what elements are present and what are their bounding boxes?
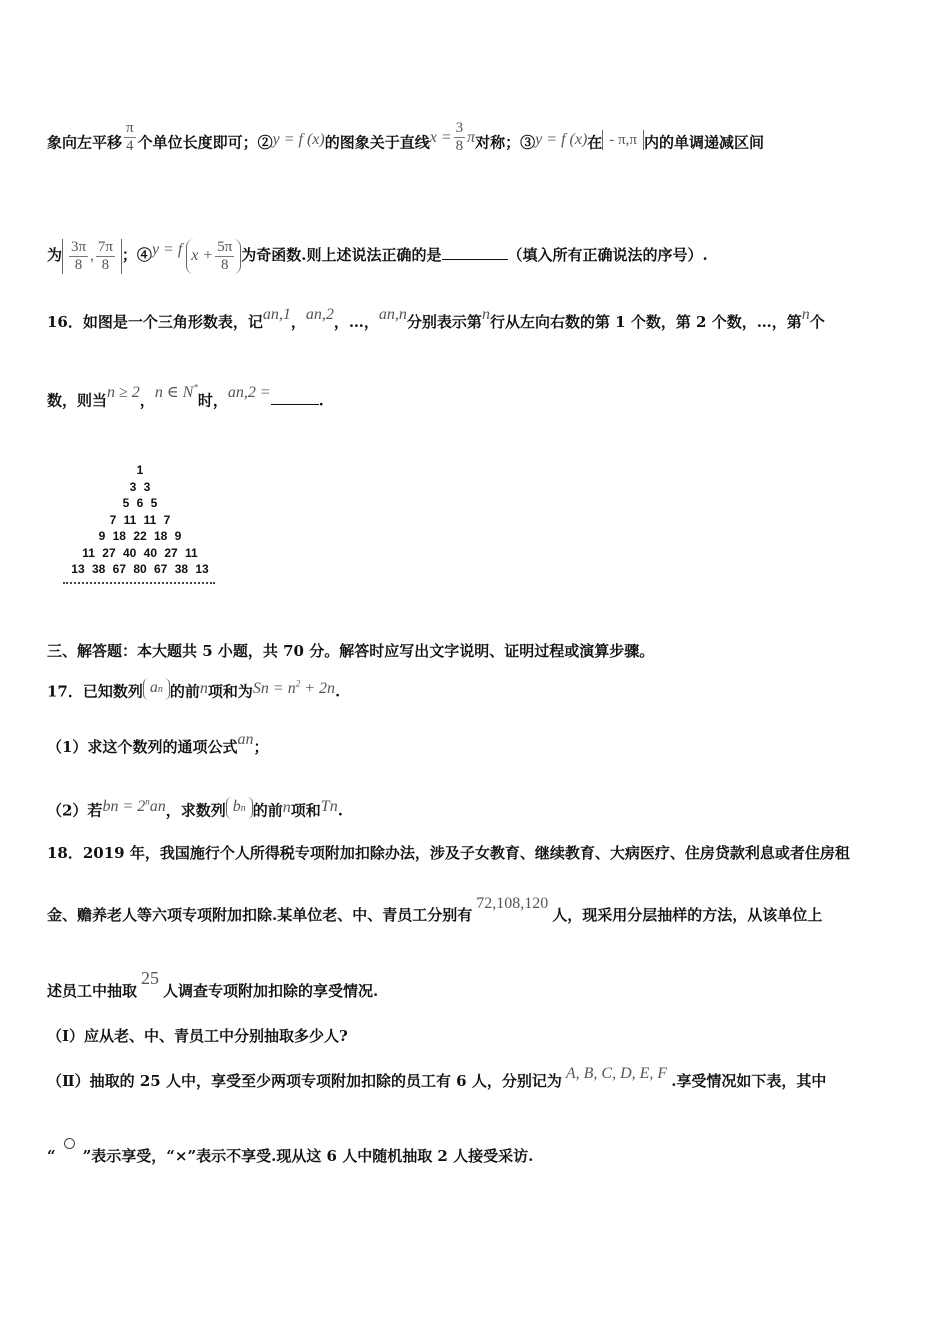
text: 个单位长度即可；②	[137, 133, 273, 152]
text: （2）若	[47, 801, 103, 820]
question-16-cont	[47, 383, 324, 411]
sequence: bn	[226, 797, 253, 819]
fraction: $\frac{3}{8}$	[455, 120, 464, 154]
triangle-row: 9 18 22 18 9	[98, 529, 182, 543]
text: 个	[809, 313, 825, 331]
text: （填入所有正确说法的序号）.	[507, 245, 708, 264]
math: an	[237, 731, 254, 748]
text: 分别表示第	[406, 313, 482, 331]
text: 内的单调递减区间	[643, 133, 764, 152]
triangle-row: 3 3	[129, 479, 151, 494]
fraction: $\frac{\pi}{4}$	[126, 120, 134, 154]
text: 的前	[252, 801, 283, 820]
math: y = f	[151, 240, 183, 258]
fraction: $\frac{5\pi}{8}$	[217, 239, 233, 273]
math: $Sn = n^2 + 2n$	[252, 679, 335, 698]
math: n	[282, 799, 291, 817]
text: ，	[290, 313, 306, 331]
triangle-row: 13 38 67 80 67 38 13	[71, 562, 209, 576]
question-16	[47, 306, 825, 333]
text: 对称；③	[475, 133, 536, 152]
text: 述员工中抽取	[47, 982, 138, 1000]
triangle-row: 7 11 11 7	[109, 512, 171, 527]
line-2	[47, 239, 708, 274]
line-1	[47, 120, 764, 161]
text: .享受情况如下表，其中	[671, 1072, 827, 1090]
question-17-part-2	[47, 796, 343, 823]
interval: $\frac{3\pi}{8}$ , $\frac{7\pi}{8}$	[62, 239, 122, 274]
text: .	[337, 801, 343, 820]
text: ”表示享受，“×”表示不享受.现从这 6 人中随机抽取 2 人接受采访.	[82, 1147, 534, 1165]
math: bn = $2^nan$	[102, 797, 166, 816]
text: ，	[139, 391, 155, 410]
question-18-line-3	[47, 968, 379, 1001]
text: ；	[253, 738, 269, 756]
text: 象向左平移	[47, 133, 123, 152]
math: n	[801, 306, 810, 323]
text: 的图象关于直线	[324, 133, 430, 152]
question-17-part-1	[47, 731, 269, 758]
text: 16．如图是一个三角形数表，记	[47, 313, 263, 331]
math: A, B, C, D, E, F	[565, 1065, 668, 1082]
math: an,1	[262, 306, 291, 323]
math: an,2 =	[227, 384, 271, 402]
question-18-line-6	[47, 1146, 533, 1166]
text: 行从左向右数的第 1 个数，第 2 个数，…，第	[489, 313, 802, 331]
interval: - π,π	[602, 130, 644, 150]
answer-blank[interactable]	[271, 390, 319, 405]
triangle-row: 11 27 40 40 27 11	[82, 545, 198, 560]
math: π	[467, 128, 476, 146]
dotted-line	[63, 582, 215, 584]
answer-blank[interactable]	[442, 245, 508, 260]
question-17	[47, 677, 340, 704]
question-18-part-2	[47, 1065, 827, 1092]
math: an,2	[305, 306, 334, 323]
question-18: 18．2019 年，我国施行个人所得税专项附加扣除办法，涉及子女教育、继续教育、大病医疗、住房贷款利息或者住房租	[47, 844, 850, 862]
text: ，…，	[333, 313, 379, 331]
math: n	[199, 680, 208, 698]
text: 人，现采用分层抽样的方法，从该单位上	[552, 906, 823, 924]
fraction: $\frac{3\pi}{8}$	[71, 239, 87, 273]
math: Tn	[320, 798, 338, 816]
triangle-row: 1	[136, 463, 144, 477]
sequence: an	[143, 678, 170, 700]
math: an,n	[378, 306, 407, 323]
question-18-part-1: （Ⅰ）应从老、中、青员工中分别抽取多少人?	[47, 1027, 348, 1045]
question-18-line-2	[47, 895, 823, 926]
text: 17．已知数列	[47, 682, 143, 701]
text: 为	[47, 245, 63, 264]
math: 72,108,120	[476, 895, 549, 912]
text: 时，	[197, 391, 228, 410]
math: 25	[141, 968, 160, 988]
text: 项和	[290, 801, 321, 820]
math: x =	[429, 128, 452, 146]
triangle-table	[55, 462, 225, 584]
math: n ≥ 2	[107, 384, 140, 402]
math: y = f (x)	[535, 130, 588, 148]
text: “	[47, 1147, 56, 1165]
text: 的前	[169, 682, 200, 701]
text: （1）求这个数列的通项公式	[47, 738, 238, 756]
text: .	[335, 682, 341, 701]
circle-symbol	[64, 1138, 75, 1149]
text: 为奇函数.则上述说法正确的是	[241, 245, 442, 264]
text: 在	[587, 133, 603, 152]
text: ，求数列	[165, 801, 226, 820]
text: 金、赡养老人等六项专项附加扣除.某单位老、中、青员工分别有	[47, 906, 473, 924]
math: n	[481, 306, 490, 323]
paren-group: x + $\frac{5\pi}{8}$	[186, 239, 241, 274]
section-heading: 三、解答题：本大题共 5 小题，共 70 分。解答时应写出文字说明、证明过程或演算步骤。	[47, 642, 655, 660]
fraction: $\frac{7\pi}{8}$	[97, 239, 113, 273]
text: （Ⅱ）抽取的 25 人中，享受至少两项专项附加扣除的员工有 6 人，分别记为	[47, 1072, 562, 1090]
text: ；④	[121, 245, 152, 264]
math: y = f (x)	[272, 130, 325, 148]
text: 数，则当	[47, 391, 108, 410]
text: .	[318, 391, 324, 410]
math: n ∈ N*	[154, 383, 198, 402]
text: 项和为	[207, 682, 253, 701]
text: 人调查专项附加扣除的享受情况.	[163, 982, 379, 1000]
triangle-row: 5 6 5	[122, 496, 158, 510]
